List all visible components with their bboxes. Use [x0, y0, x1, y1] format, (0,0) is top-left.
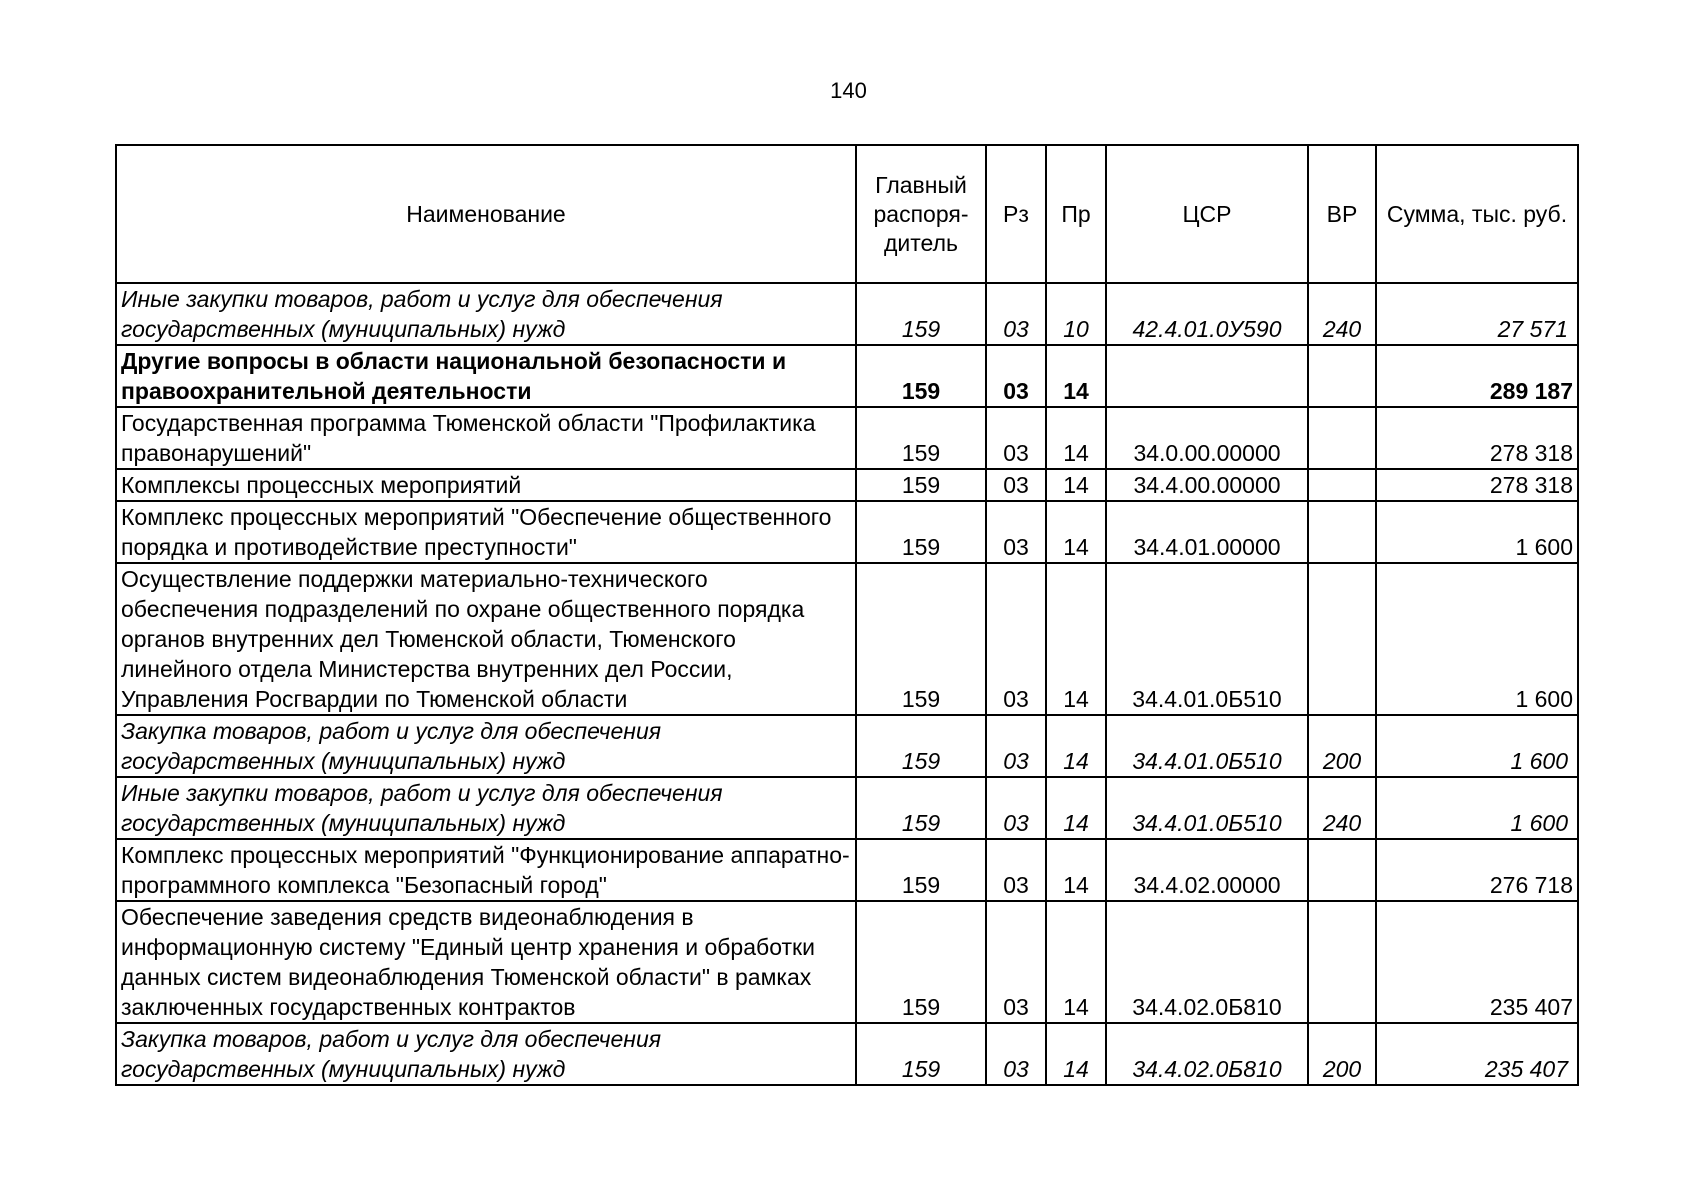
- cell-sum: 235 407: [1376, 1023, 1578, 1085]
- table-row: [116, 901, 1578, 1023]
- cell-pr: 14: [1046, 501, 1106, 563]
- cell-rz: 03: [986, 715, 1046, 777]
- header-name: Наименование: [116, 145, 856, 283]
- table-row: [116, 407, 1578, 469]
- cell-sum: 1 600: [1376, 563, 1578, 715]
- cell-rz: 03: [986, 407, 1046, 469]
- cell-vr: [1308, 469, 1376, 501]
- table-row: [116, 345, 1578, 407]
- cell-csr: 34.4.01.0Б510: [1106, 563, 1308, 715]
- cell-csr: 34.4.02.0Б810: [1106, 1023, 1308, 1085]
- cell-sum: 1 600: [1376, 501, 1578, 563]
- cell-rz: 03: [986, 901, 1046, 1023]
- cell-grbs: 159: [856, 469, 986, 501]
- cell-vr: [1308, 563, 1376, 715]
- cell-name: Государственная программа Тюменской области "Профилактика правонарушений": [116, 407, 856, 469]
- header-rz: Рз: [986, 145, 1046, 283]
- table-body: [116, 283, 1578, 1085]
- cell-name: Закупка товаров, работ и услуг для обеспечения государственных (муниципальных) нужд: [116, 715, 856, 777]
- cell-vr: [1308, 501, 1376, 563]
- cell-name: Другие вопросы в области национальной безопасности и правоохранительной деятельности: [116, 345, 856, 407]
- cell-grbs: 159: [856, 1023, 986, 1085]
- cell-vr: [1308, 407, 1376, 469]
- cell-sum: 235 407: [1376, 901, 1578, 1023]
- cell-pr: 14: [1046, 563, 1106, 715]
- table-row: [116, 777, 1578, 839]
- cell-sum: 276 718: [1376, 839, 1578, 901]
- cell-vr: 240: [1308, 283, 1376, 345]
- cell-rz: 03: [986, 283, 1046, 345]
- table-row: [116, 563, 1578, 715]
- header-grbs: Главный распоря-дитель: [856, 145, 986, 283]
- table-row: [116, 1023, 1578, 1085]
- cell-csr: 34.4.01.0Б510: [1106, 715, 1308, 777]
- cell-vr: 200: [1308, 1023, 1376, 1085]
- table-row: [116, 283, 1578, 345]
- cell-rz: 03: [986, 777, 1046, 839]
- cell-csr: 34.0.00.00000: [1106, 407, 1308, 469]
- cell-rz: 03: [986, 563, 1046, 715]
- cell-csr: 34.4.00.00000: [1106, 469, 1308, 501]
- cell-pr: 14: [1046, 1023, 1106, 1085]
- cell-rz: 03: [986, 345, 1046, 407]
- cell-grbs: 159: [856, 563, 986, 715]
- cell-vr: [1308, 839, 1376, 901]
- page-number: 140: [830, 78, 867, 103]
- cell-sum: 289 187: [1376, 345, 1578, 407]
- cell-pr: 14: [1046, 469, 1106, 501]
- header-pr: Пр: [1046, 145, 1106, 283]
- cell-grbs: 159: [856, 715, 986, 777]
- cell-pr: 14: [1046, 839, 1106, 901]
- cell-grbs: 159: [856, 901, 986, 1023]
- cell-pr: 14: [1046, 715, 1106, 777]
- cell-name: Комплекс процессных мероприятий "Функционирование аппаратно-программного комплекса "Безопасный город": [116, 839, 856, 901]
- table-row: [116, 501, 1578, 563]
- cell-pr: 14: [1046, 407, 1106, 469]
- cell-vr: 200: [1308, 715, 1376, 777]
- cell-name: Закупка товаров, работ и услуг для обеспечения государственных (муниципальных) нужд: [116, 1023, 856, 1085]
- cell-sum: 27 571: [1376, 283, 1578, 345]
- budget-table: [115, 144, 1579, 1086]
- cell-csr: 42.4.01.0У590: [1106, 283, 1308, 345]
- cell-csr: 34.4.02.0Б810: [1106, 901, 1308, 1023]
- cell-csr: 34.4.01.0Б510: [1106, 777, 1308, 839]
- cell-grbs: 159: [856, 839, 986, 901]
- cell-name: Комплексы процессных мероприятий: [116, 469, 856, 501]
- cell-grbs: 159: [856, 501, 986, 563]
- cell-pr: 14: [1046, 345, 1106, 407]
- cell-grbs: 159: [856, 407, 986, 469]
- cell-grbs: 159: [856, 345, 986, 407]
- cell-name: Осуществление поддержки материально-технического обеспечения подразделений по охране общественного порядка органов внутренних дел Тюменской области, Тюменского линейного отдела Министерства внутренних дел России, Управления Росгвардии по Тюменской области: [116, 563, 856, 715]
- table-row: [116, 469, 1578, 501]
- cell-rz: 03: [986, 501, 1046, 563]
- cell-pr: 10: [1046, 283, 1106, 345]
- table-row: [116, 839, 1578, 901]
- header-sum: Сумма, тыс. руб.: [1376, 145, 1578, 283]
- table-row: [116, 715, 1578, 777]
- cell-vr: 240: [1308, 777, 1376, 839]
- cell-grbs: 159: [856, 283, 986, 345]
- cell-sum: 278 318: [1376, 407, 1578, 469]
- cell-sum: 278 318: [1376, 469, 1578, 501]
- cell-rz: 03: [986, 469, 1046, 501]
- header-csr: ЦСР: [1106, 145, 1308, 283]
- cell-name: Обеспечение заведения средств видеонаблюдения в информационную систему "Единый центр хранения и обработки данных систем видеонаблюдения Тюменской области" в рамках заключенных государственных контрактов: [116, 901, 856, 1023]
- cell-csr: 34.4.02.00000: [1106, 839, 1308, 901]
- header-vr: ВР: [1308, 145, 1376, 283]
- cell-rz: 03: [986, 1023, 1046, 1085]
- cell-csr: 34.4.01.00000: [1106, 501, 1308, 563]
- cell-vr: [1308, 901, 1376, 1023]
- cell-pr: 14: [1046, 901, 1106, 1023]
- cell-csr: [1106, 345, 1308, 407]
- cell-grbs: 159: [856, 777, 986, 839]
- cell-vr: [1308, 345, 1376, 407]
- cell-pr: 14: [1046, 777, 1106, 839]
- cell-name: Комплекс процессных мероприятий "Обеспечение общественного порядка и противодействие преступности": [116, 501, 856, 563]
- table-header-row: [116, 145, 1578, 283]
- cell-rz: 03: [986, 839, 1046, 901]
- cell-name: Иные закупки товаров, работ и услуг для обеспечения государственных (муниципальных) нужд: [116, 283, 856, 345]
- cell-sum: 1 600: [1376, 777, 1578, 839]
- cell-name: Иные закупки товаров, работ и услуг для обеспечения государственных (муниципальных) нужд: [116, 777, 856, 839]
- cell-sum: 1 600: [1376, 715, 1578, 777]
